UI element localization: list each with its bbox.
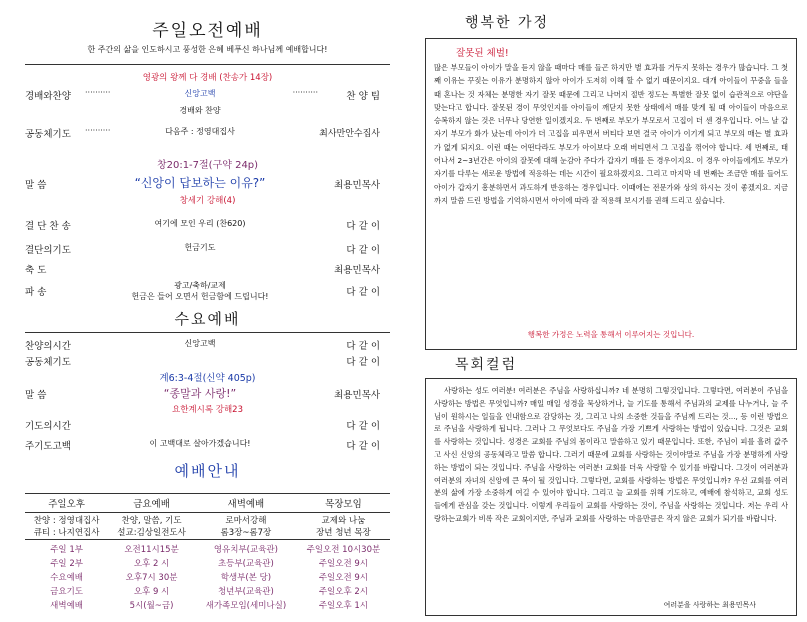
order-row: 주기도고백 이 고백대로 살아가겠습니다! 다 같 이 [25,439,380,452]
table-row: 수요예배 오후7시 30분 학생부(본 당) 주일오전 9시 [50,573,368,583]
order-row: 파 송 광고/축하/교제 헌금은 들어 오면서 헌금함에 드립니다! 다 같 이 [25,281,380,301]
order-row: 경배와찬양 ·········· 신앙고백 ·········· 찬 양 팀 [25,88,380,102]
opening-hymn: 영광의 왕께 다 경배 (찬송가 14장) [142,73,273,83]
pastor-signature: 여러분을 사랑하는 최용민목사 [663,601,756,609]
order-row: 경배와 찬양 [179,106,221,115]
sermon-row: 말 씀 “신앙이 답보하는 이유?” 최용민목사 [25,176,380,191]
divider [25,332,390,333]
order-row: 결 단 찬 송 여기에 모인 우리 (찬620) 다 같 이 [25,219,380,232]
wednesday-scripture: 계6:3-4절(신약 405p) [159,373,256,384]
wednesday-series: 요한계시록 강해23 [172,405,243,415]
worship-order-column [25,8,390,616]
order-row: 축 도 최용민목사 [25,265,380,276]
sunday-service-title: 주일오전예배 [152,21,263,41]
order-row: 공동체기도 ·········· 다음주 : 정영대집사 최사만안수집사 [25,126,380,140]
table-row: 금요기도 오후 9 시 청년부(교육관) 주일오후 2시 [50,587,368,597]
divider [25,64,390,65]
order-row: 결단의기도 헌금기도 다 같 이 [25,243,380,256]
order-row: 공동체기도 다 같 이 [25,357,380,368]
table-row: 새벽예배 5시(월~금) 새가족모임(세미나실) 주일오후 1시 [50,601,368,611]
table-row: 찬양 : 정영대집사 큐티 : 나지연집사 찬양, 말씀, 기도 설교:김상일전도사 로마서강해 롬3장~롬7장 교제와 나눔 장년 청년 목장 [33,516,371,538]
table-header: 주일오후 금요예배 새벽예배 목장모임 [25,494,390,513]
articles-column [425,8,795,616]
family-article-box [425,38,797,350]
worship-schedule-table [25,493,390,612]
family-article-footer: 행복한 가정은 노력을 통해서 이루어지는 것입니다. [527,330,695,339]
worship-guide-title: 예배안내 [174,462,241,480]
wednesday-service-title: 수요예배 [174,310,241,328]
pastor-article-body: 사랑하는 성도 여러분! 여러분은 주님을 사랑하십니까? 네 분명히 그렇것입니다. 그렇다면, 여러분이 주님을 사랑하는 방법은 무엇입니까? 매일 매일 성경을 묵상하거나, 늘 기도를 통해서 주님과의 교제를 나누거나, 늘 주님이 원하시는 일들을 인내함으로 감당하는 것, 그리고 나의 소중한 것들을 주님께 드리는 것..., 등 이런 방법으로 주님을 사랑하게 됩니다. 그러나 그 무엇보다도 주님을 가장 기쁘게 사랑하는 방법이 있습니다. 그것은 교회를 사랑하는 것입니다. 성경은 교회를 주님의 몸이라고 말씀하고 있기 때문입니다. 또한, 주님이 피를 흘려 값주고 사신 신앙의 공동체라고 말씀 합니다. 그러기 때문에 교회를 사랑하는 것이야말로 주님을 가장 분명하게 사랑하는 방법이 되는 것입니다. 주님을 사랑하는 여러분! 교회를 더욱 사랑할 수 있기를 바랍니다. 그것이 여러분과 여러분의 자녀의 신앙에 큰 복이 될 것입니다. 그렇다면, 교회를 사랑하는 방법은 무엇입니까? 우선 교회를 여러분의 삶에 가장 소중하게 여길 수 있어야 합니다. 그리고 늘 교회를 위해 기도하고, 예배에 참석하고, 교회 성도들에게 관심을 갖는 것입니다. 이렇게 우리들이 교회를 사랑하는 것이, 주님을 사랑하는 것입니다. 저는 우리 사랑하는교회가 비록 작은 교회이지만, 주님과 교회를 사랑하는 마음만큼은 작지 않은 교회가 되기를 바랍니다. [434,386,788,523]
sermon-row: 말 씀 “종말과 사랑!” 최용민목사 [25,387,380,401]
table-row: 주일 1부 오전11시15분 영유치부(교육관) 주일오전 10시30분 [50,545,381,555]
order-row: 기도의시간 다 같 이 [25,421,380,432]
scripture-reference: 창20:1-7절(구약 24p) [156,160,259,171]
sunday-service-subtitle: 한 주간의 삶을 인도하시고 풍성한 은혜 베푸신 하나님께 예배합니다! [87,45,328,54]
order-row: 찬양의시간 신앙고백 다 같 이 [25,339,380,352]
family-article-heading: 잘못된 체벌! [456,48,509,59]
family-column-title: 행복한 가정 [465,15,550,31]
family-article-body: 많은 부모들이 아이가 말을 듣지 않을 때마다 매를 들곤 하지만 별 효과를 거두지 못하는 경우가 많습니다. 그 첫째 이유는 꾸짖는 이유가 분명하지 않아 아이가 도저히 이해 할 수 없기 때문이지요. 대개 아이들이 꾸중을 들을 때 혼나는 것 자체는 분명한 자기 잘못 때문에 그리고 나머지 절반 정도는 특별한 잘못 없이 습관적으로 야단을 맞는다고 합니다. 잘못된 경이 무엇인지를 아이들이 깨닫지 못한 상태에서 매를 맞게 될 때 아이들이 마음으로 승복하지 않는 것은 너무나 당연한 일이겠지요. 두 번째로 부모가 부모로서 고집이 더 센 경우입니다. 어느 날 갑자기 부모가 화가 났는데 아이가 더 고집을 피우면서 버티다 보면 결국 아이가 이기게 되고 부모의 매는 별 효과가 없게 되지요. 이런 때는 어떤다라도 부모가 아이보다 오래 버티면서 그 고집을 꺾어야 합니다. 세 번째로, 태어나서 2~3년간은 아이의 잘못에 대해 눈감아 주다가 갑자기 매를 든 경우이지요. 이 경우 아이들에게도 부모가 자기를 다루는 새로운 방법에 적응하는 데는 시간이 필요하겠지요. 그리고 마지막 네 번째는 조금만 매를 들어도 아이가 갑자기 흥분하면서 과도하게 반응하는 경우입니다. 이때에는 전문가와 상의 하시는 것이 좋겠지요. 지금까지 말씀 드린 방법을 기억하시면서 아이에 따라 잘 적용해 보시기를 권해 드리고 싶습니다. [434,63,788,205]
pastor-column-title: 목회컬럼 [455,357,518,373]
sermon-series: 창세기 강해(4) [179,196,236,206]
pastor-article-box [425,378,797,616]
table-row: 주일 2부 오후 2 시 초등부(교육관) 주일오전 9시 [50,559,368,569]
